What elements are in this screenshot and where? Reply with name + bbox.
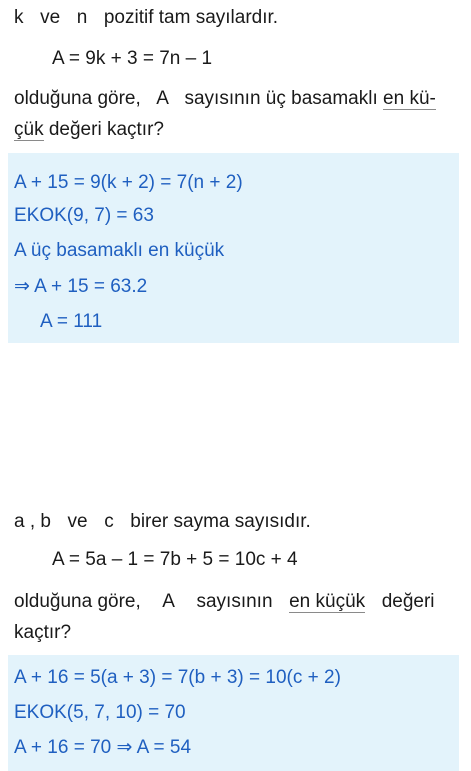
statement-text: pozitif tam sayılardır. <box>103 7 279 28</box>
variable-a: A <box>156 88 168 109</box>
solution1-result: A = 111 <box>40 311 103 332</box>
solution1-step: EKOK(9, 7) = 63 <box>14 205 154 226</box>
variable-c: c <box>104 511 114 532</box>
question-text: değeri kaçtır? <box>48 119 164 140</box>
underlined-phrase: en kü- <box>383 88 436 109</box>
solution2-step: EKOK(5, 7, 10) = 70 <box>14 702 186 723</box>
solution1-step: A + 15 = 9(k + 2) = 7(n + 2) <box>14 172 243 193</box>
variable-k: k <box>14 7 24 28</box>
conjunction-ve: ve <box>67 511 88 532</box>
question-text: olduğuna göre, <box>14 88 141 109</box>
solution2-step: A + 16 = 5(a + 3) = 7(b + 3) = 10(c + 2) <box>14 667 341 688</box>
problem2-statement <box>14 510 311 534</box>
problem1-statement <box>14 6 278 30</box>
problem2-question-line2: kaçtır? <box>14 622 72 643</box>
statement-text: birer sayma sayısıdır. <box>130 511 311 532</box>
problem2-question-line1 <box>14 590 435 614</box>
question-text: değeri <box>381 591 435 612</box>
solution2-result: A + 16 = 70 ⇒ A = 54 <box>14 737 192 758</box>
problem1-question-line2 <box>14 118 164 142</box>
underlined-phrase: çük <box>14 119 44 140</box>
variable-n: n <box>76 7 88 28</box>
problem2-equation: A = 5a – 1 = 7b + 5 = 10c + 4 <box>52 549 298 570</box>
question-text: sayısının üç basamaklı <box>184 88 378 109</box>
conjunction-ve: ve <box>40 7 61 28</box>
problem1-question-line1 <box>14 87 436 111</box>
underlined-phrase: en küçük <box>289 591 366 612</box>
variable-a: A <box>162 591 174 612</box>
question-text: olduğuna göre, <box>14 591 141 612</box>
variables-a-b: a , b <box>14 511 51 532</box>
solution1-step: A üç basamaklı en küçük <box>14 240 225 261</box>
question-text: sayısının <box>196 591 273 612</box>
solution1-step: ⇒ A + 15 = 63.2 <box>14 276 148 297</box>
problem1-equation: A = 9k + 3 = 7n – 1 <box>52 48 213 69</box>
